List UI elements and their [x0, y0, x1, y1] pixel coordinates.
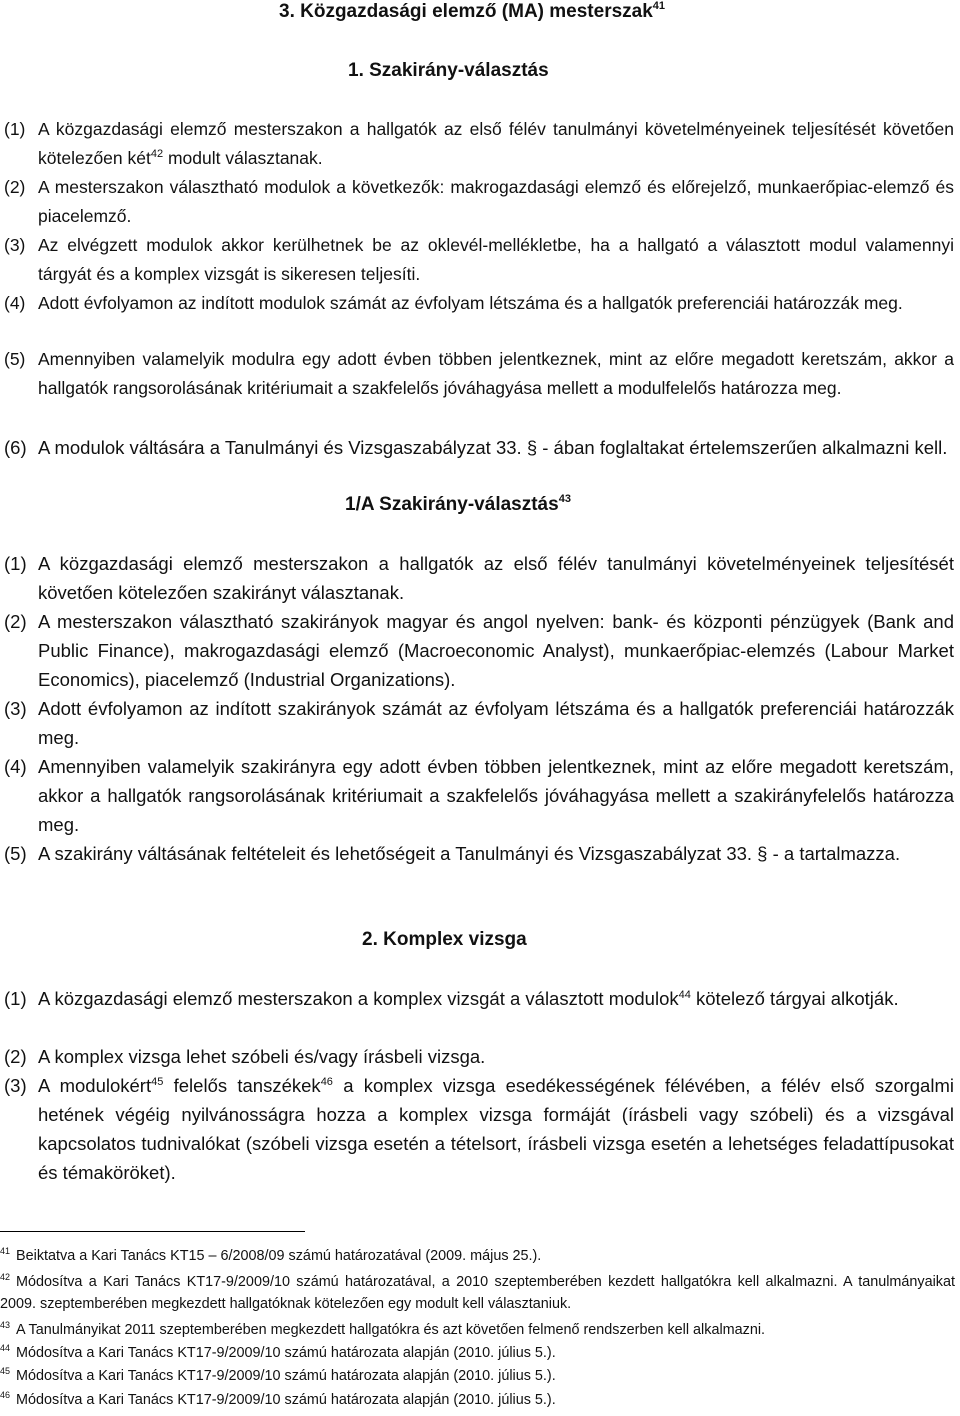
section-1-heading: 1. Szakirány-választás	[348, 60, 549, 81]
section-1a-heading	[345, 493, 571, 517]
footnote-number: 44	[0, 1343, 11, 1353]
footnote-text: Módosítva a Kari Tanács KT17-9/2009/10 számú határozata alapján (2010. július 5.).	[16, 1392, 556, 1408]
item-text: Adott évfolyamon az indított modulok számát az évfolyam létszáma és a hallgatók preferenciái határozzák meg.	[38, 293, 903, 313]
item-number: (1)	[4, 119, 26, 139]
item-number: (6)	[4, 437, 27, 458]
footnote-text: Módosítva a Kari Tanács KT17-9/2009/10 számú határozatával, a 2010 szeptemberében kezdett hallgatókra kell alkalmazni. A tanulmányaikat 2009. szeptemberében megkezdett hallgatóknak kötelezően egy modult kell választaniuk.	[0, 1274, 955, 1312]
section-2-heading: 2. Komplex vizsga	[362, 929, 527, 950]
section-1-item-4	[4, 289, 954, 318]
section-1a-item-5	[4, 839, 954, 868]
item-text	[38, 1071, 954, 1187]
section-2-item-2	[4, 1042, 954, 1071]
item-text: Amennyiben valamelyik szakirányra egy adott évben többen jelentkeznek, mint az előre megadott keretszám, akkor a hallgatók rangsorolásának kritériumait a szakfelelős jóváhagyása mellett a szakirányfelelős határozza meg.	[38, 756, 954, 835]
section-1-item-6	[4, 433, 954, 462]
footnote-ref: 45	[151, 1076, 164, 1088]
item-text: A mesterszakon választható szakirányok magyar és angol nyelven: bank- és központi pénzügyek (Bank and Public Finance), makrogazdasági elemző (Macroeconomic Analyst), munkaerőpiac-elemzés (Labour Market Economics), piacelemző (Industrial Organizations).	[38, 611, 954, 690]
footnote-separator	[0, 1231, 305, 1232]
item-text-tail: kötelező tárgyai alkotják.	[690, 988, 899, 1009]
footnote-number: 46	[0, 1390, 11, 1400]
footnote-41	[0, 1245, 955, 1267]
item-text: A közgazdasági elemző mesterszakon a hallgatók az első félév tanulmányi követelményeinek teljesítését követően kötelezően szakirányt választanak.	[38, 553, 954, 603]
footnote-text: Beiktatva a Kari Tanács KT15 – 6/2008/09 számú határozatával (2009. május 25.).	[16, 1248, 542, 1264]
footnote-42	[0, 1271, 955, 1315]
item-text-tail: modult választanak.	[163, 148, 323, 168]
item-text	[38, 984, 954, 1013]
footnote-ref: 41	[652, 0, 666, 12]
footnote-text: A Tanulmányikat 2011 szeptemberében megkezdett hallgatókra és azt követően felmenő rendszerben kell alkalmazni.	[16, 1322, 766, 1338]
item-number: (2)	[4, 1046, 27, 1067]
item-text: A szakirány váltásának feltételeit és lehetőségeit a Tanulmányi és Vizsgaszabályzat 33. § - a tartalmazza.	[38, 843, 901, 864]
footnote-number: 42	[0, 1272, 11, 1282]
section-1-item-5	[4, 345, 954, 403]
section-1a-item-3	[4, 694, 954, 752]
item-text: A modulok váltására a Tanulmányi és Vizsgaszabályzat 33. § - ában foglaltakat értelemszerűen alkalmazni kell.	[38, 437, 948, 458]
section-1-item-3	[4, 231, 954, 289]
section-1-item-2	[4, 173, 954, 231]
item-text	[38, 115, 954, 173]
footnote-ref: 44	[678, 989, 691, 1001]
item-number: (2)	[4, 177, 26, 197]
section-1a-item-4	[4, 752, 954, 839]
item-text: Az elvégzett modulok akkor kerülhetnek be az oklevél-mellékletbe, ha a hallgató a választott modul valamennyi tárgyát és a komplex vizsgát is sikeresen teljesíti.	[38, 235, 954, 284]
item-number: (1)	[4, 988, 27, 1009]
section-1a-item-1	[4, 549, 954, 607]
item-number: (5)	[4, 349, 26, 369]
footnote-46	[0, 1389, 955, 1411]
chapter-heading	[279, 0, 665, 24]
item-text: A komplex vizsga lehet szóbeli és/vagy írásbeli vizsga.	[38, 1046, 486, 1067]
footnote-43	[0, 1319, 955, 1341]
item-text-main: A közgazdasági elemző mesterszakon a komplex vizsgát a választott modulok	[38, 988, 679, 1009]
item-number: (4)	[4, 756, 27, 777]
item-number: (3)	[4, 1075, 27, 1096]
item-text-main: A közgazdasági elemző mesterszakon a hallgatók az első félév tanulmányi követelményeinek teljesítését követően kötelezően két	[38, 119, 954, 168]
section-2-item-3	[4, 1071, 954, 1187]
item-number: (3)	[4, 698, 27, 719]
chapter-heading-text: 3. Közgazdasági elemző (MA) mesterszak	[279, 1, 653, 22]
footnote-text: Módosítva a Kari Tanács KT17-9/2009/10 számú határozata alapján (2010. július 5.).	[16, 1368, 556, 1384]
footnote-45	[0, 1365, 955, 1387]
item-number: (5)	[4, 843, 27, 864]
section-1a-heading-text: 1/A Szakirány-választás	[345, 494, 559, 515]
section-2-item-1	[4, 984, 954, 1013]
item-text: Adott évfolyamon az indított szakirányok számát az évfolyam létszáma és a hallgatók preferenciái határozzák meg.	[38, 698, 954, 748]
footnote-number: 45	[0, 1366, 11, 1376]
footnote-ref: 42	[150, 148, 164, 160]
item-number: (4)	[4, 293, 26, 313]
footnote-number: 41	[0, 1246, 11, 1256]
item-text-main: A modulokért	[38, 1075, 152, 1096]
item-text-tail: a komplex vizsga esedékességének félévében, a félév első szorgalmi hetének végéig nyilvánosságra hozza a komplex vizsga formáját (írásbeli vagy szóbeli) és a vizsgával kapcsolatos tudnivalókat (szóbeli vizsga esetén a tételsort, írásbeli vizsga esetén a lehetséges feladattípusokat és témaköröket).	[38, 1075, 954, 1183]
section-1-item-1	[4, 115, 954, 173]
section-1a-item-2	[4, 607, 954, 694]
item-text: Amennyiben valamelyik modulra egy adott évben többen jelentkeznek, mint az előre megadott keretszám, akkor a hallgatók rangsorolásának kritériumait a szakfelelős jóváhagyása mellett a modulfelelős határozza meg.	[38, 349, 954, 398]
footnote-ref: 43	[558, 493, 571, 505]
footnote-number: 43	[0, 1320, 11, 1330]
footnote-44	[0, 1342, 955, 1364]
item-text: A mesterszakon választható modulok a következők: makrogazdasági elemző és előrejelző, munkaerőpiac-elemző és piacelemző.	[38, 177, 954, 226]
footnote-ref: 46	[320, 1076, 333, 1088]
item-number: (1)	[4, 553, 27, 574]
item-number: (2)	[4, 611, 27, 632]
item-text-mid: felelős tanszékek	[163, 1075, 321, 1096]
footnote-text: Módosítva a Kari Tanács KT17-9/2009/10 számú határozata alapján (2010. július 5.).	[16, 1345, 556, 1361]
item-number: (3)	[4, 235, 26, 255]
